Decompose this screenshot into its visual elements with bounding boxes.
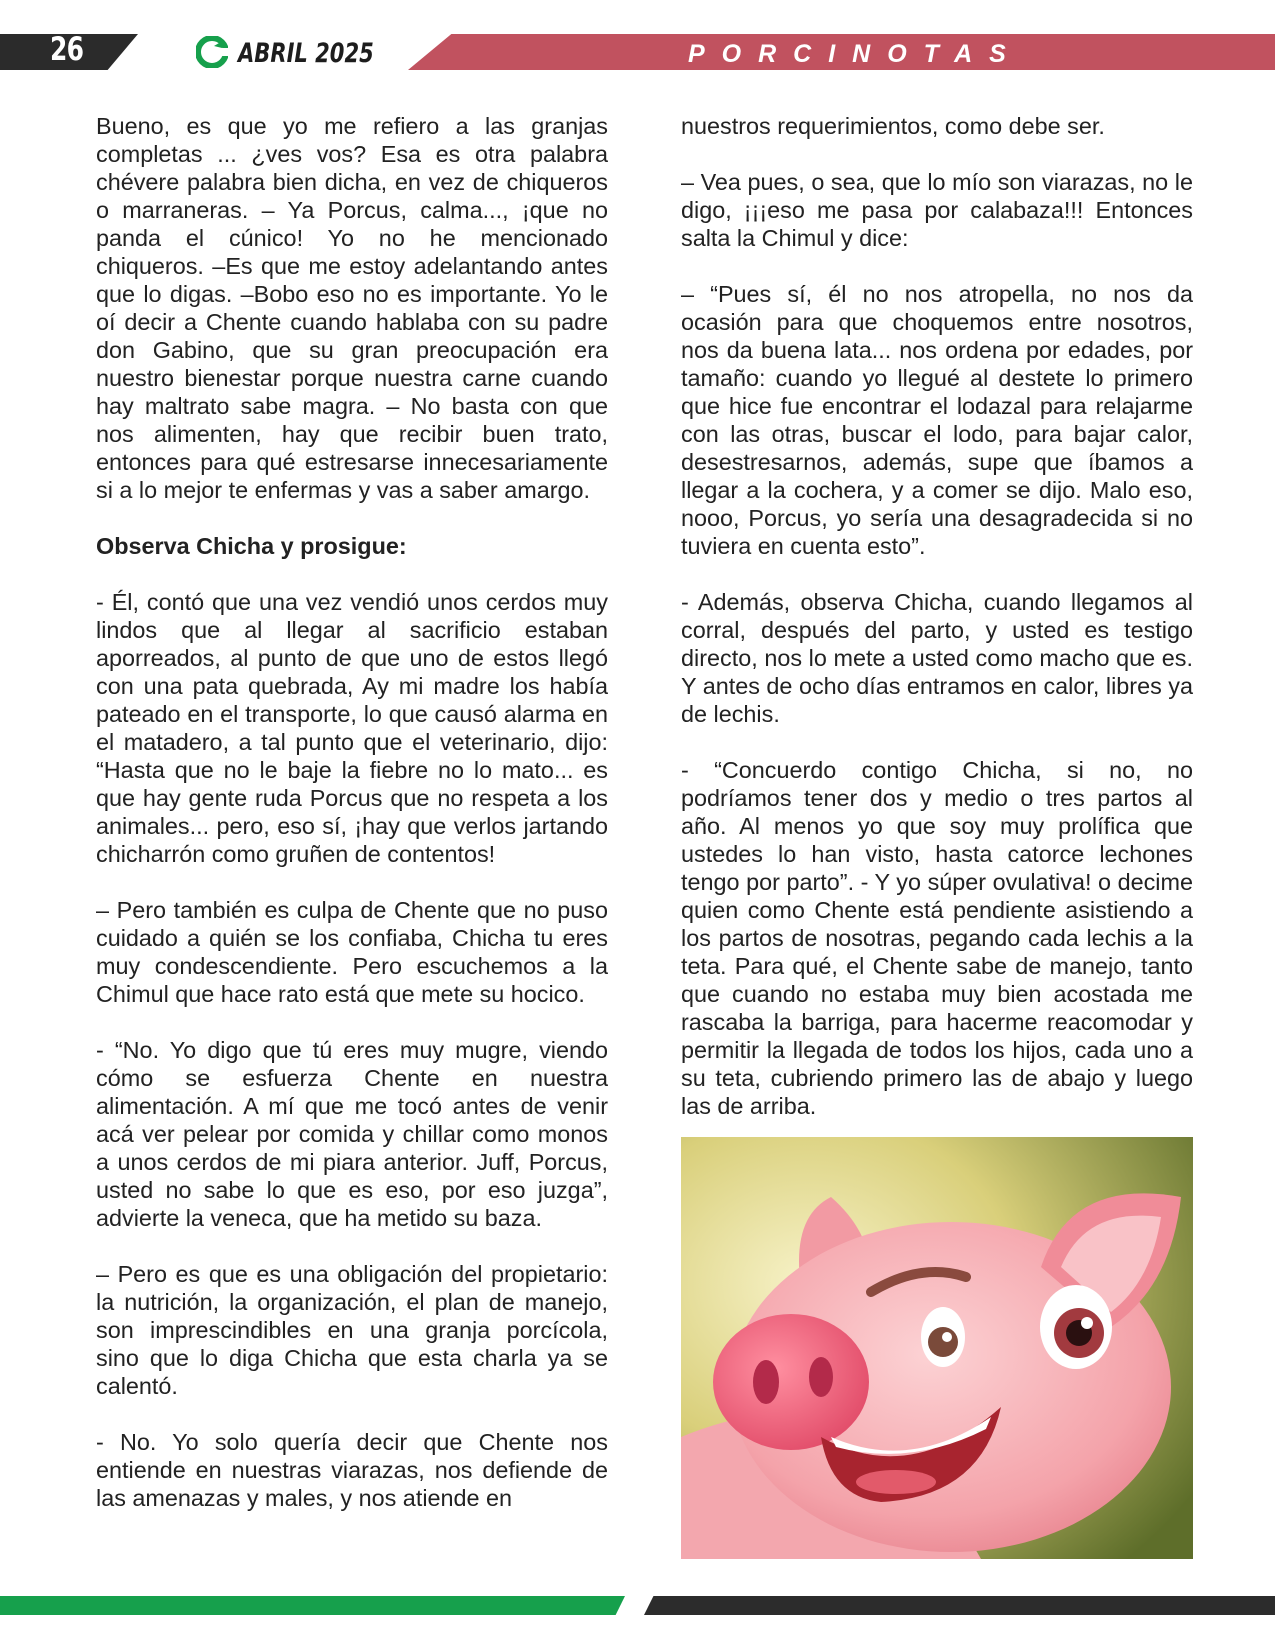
paragraph: – Vea pues, o sea, que lo mío son viarazas, no le digo, ¡¡¡eso me pasa por calabaza!!! Entonces salta la Chimul y dice: [681,169,1193,251]
section-title: PORCINOTAS [688,40,1023,68]
paragraph: – “Pues sí, él no nos atropella, no nos da ocasión para que choquemos entre nosotros, nos da buena lata... nos ordena por edades, por tamaño: cuando yo llegué al destete lo primero que hice fue encontrar el lodazal para relajarme con las otras, buscar el lodo, para bajar calor, desestresarnos, además, supe que íbamos a llegar a la cochera, y a comer se dijo. Malo eso, nooo, Porcus, yo sería una desagradecida si no tuviera en cuenta esto”. [681,281,1193,559]
publication-logo-icon [196,36,228,68]
paragraph: - Además, observa Chicha, cuando llegamos al corral, después del parto, y usted es testigo directo, nos lo mete a usted como macho que es. Y antes de ocho días entramos en calor, libres ya de lechis. [681,589,1193,727]
page-number: 26 [50,30,84,68]
left-column [96,112,608,1540]
right-column [681,112,1193,1148]
footer-bar-dark [644,1596,1275,1615]
pig-illustration [681,1137,1193,1559]
paragraph: - No. Yo solo quería decir que Chente nos entiende en nuestras viarazas, nos defiende de las amenazas y males, y nos atiende en [96,1429,608,1511]
paragraph: – Pero también es culpa de Chente que no puso cuidado a quién se los confiaba, Chicha tu eres muy condescendiente. Pero escuchemos a la Chimul que hace rato está que mete su hocico. [96,897,608,1007]
paragraph: nuestros requerimientos, como debe ser. [681,113,1105,139]
issue-date: ABRIL 2025 [238,38,374,69]
paragraph: – Pero es que es una obligación del propietario: la nutrición, la organización, el plan de manejo, son imprescindibles en una granja porcícola, sino que lo diga Chicha que esta charla ya se calentó. [96,1261,608,1399]
paragraph: - “No. Yo digo que tú eres muy mugre, viendo cómo se esfuerza Chente en nuestra alimentación. A mí que me tocó antes de venir acá ver pelear por comida y chillar como monos a unos cerdos de mi piara anterior. Juff, Porcus, usted no sabe lo que es eso, por eso juzga”, advierte la veneca, que ha metido su baza. [96,1037,608,1231]
paragraph: - “Concuerdo contigo Chicha, si no, no podríamos tener dos y medio o tres partos al año. Al menos yo que soy muy prolífica que ustedes lo han visto, hasta catorce lechones tengo por parto”. - Y yo súper ovulativa! o decime quien como Chente está pendiente asistiendo a los partos de nosotras, pegando cada lechis a la teta. Para qué, el Chente sabe de manejo, tanto que cuando no estaba muy bien acostada me rascaba la barriga, para hacerme reacomodar y permitir la llegada de todos los hijos, cada uno a su teta, cubriendo primero las de abajo y luego las de arriba. [681,757,1193,1119]
paragraph: Bueno, es que yo me refiero a las granjas completas ... ¿ves vos? Esa es otra palabra chévere palabra bien dicha, en vez de chiqueros o marraneras. – Ya Porcus, calma..., ¡que no panda el cúnico! Yo no he mencionado chiqueros. –Es que me estoy adelantando antes que lo digas. –Bobo eso no es importante. Yo le oí decir a Chente cuando hablaba con su padre don Gabino, que su gran preocupación era nuestro bienestar porque nuestra carne cuando hay maltrato sabe magra. – No basta con que nos alimenten, hay que recibir buen trato, entonces para qué estresarse innecesariamente si a lo mejor te enfermas y vas a saber amargo. [96,113,608,503]
paragraph: - Él, contó que una vez vendió unos cerdos muy lindos que al llegar al sacrificio estaban aporreados, al punto de que uno de estos llegó con una pata quebrada, Ay mi madre los había pateado en el transporte, lo que causó alarma en el matadero, a tal punto que el veterinario, dijo: “Hasta que no le baje la fiebre no lo mato... es que hay gente ruda Porcus que no respeta a los animales... pero, eso sí, ¡hay que verlos jartando chicharrón como gruñen de contentos! [96,589,608,867]
paragraph-lead: Observa Chicha y prosigue: [96,533,407,559]
footer-bar-green [0,1596,625,1615]
